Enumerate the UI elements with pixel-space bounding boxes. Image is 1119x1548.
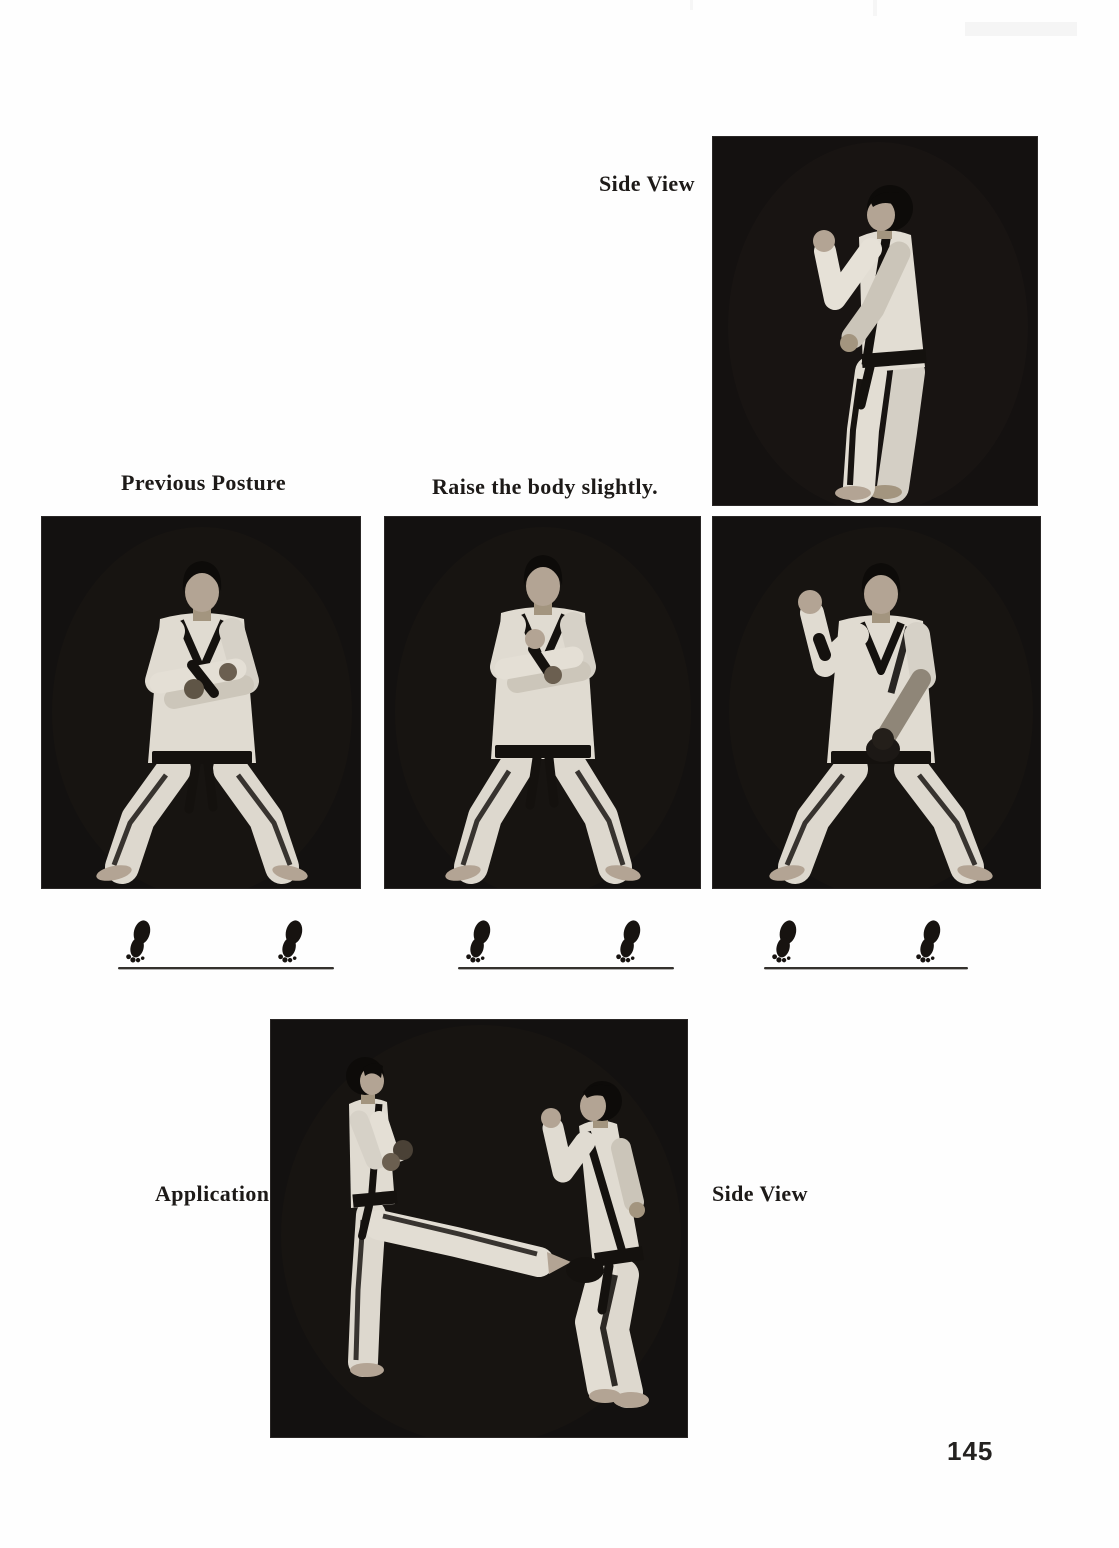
caption-previous-posture: Previous Posture xyxy=(121,470,287,495)
page-number: 145 xyxy=(947,1436,994,1466)
photo-application xyxy=(271,1020,687,1437)
foot-position-diagram-1 xyxy=(112,910,342,974)
caption-side-view-top: Side View xyxy=(599,171,695,196)
photo-side-view-top xyxy=(713,137,1037,505)
foot-position-diagram-3 xyxy=(758,910,978,974)
foot-position-diagram-2 xyxy=(452,910,682,974)
scan-artifact xyxy=(873,0,877,16)
caption-raise-body: Raise the body slightly. xyxy=(432,474,658,499)
photo-previous-posture xyxy=(42,517,360,888)
caption-application: Application xyxy=(155,1181,270,1206)
scan-artifact xyxy=(965,22,1077,36)
photo-raise-body xyxy=(385,517,700,888)
photo-fist-raised xyxy=(713,517,1040,888)
scan-artifact xyxy=(690,0,693,10)
caption-side-view-bottom: Side View xyxy=(712,1181,808,1206)
